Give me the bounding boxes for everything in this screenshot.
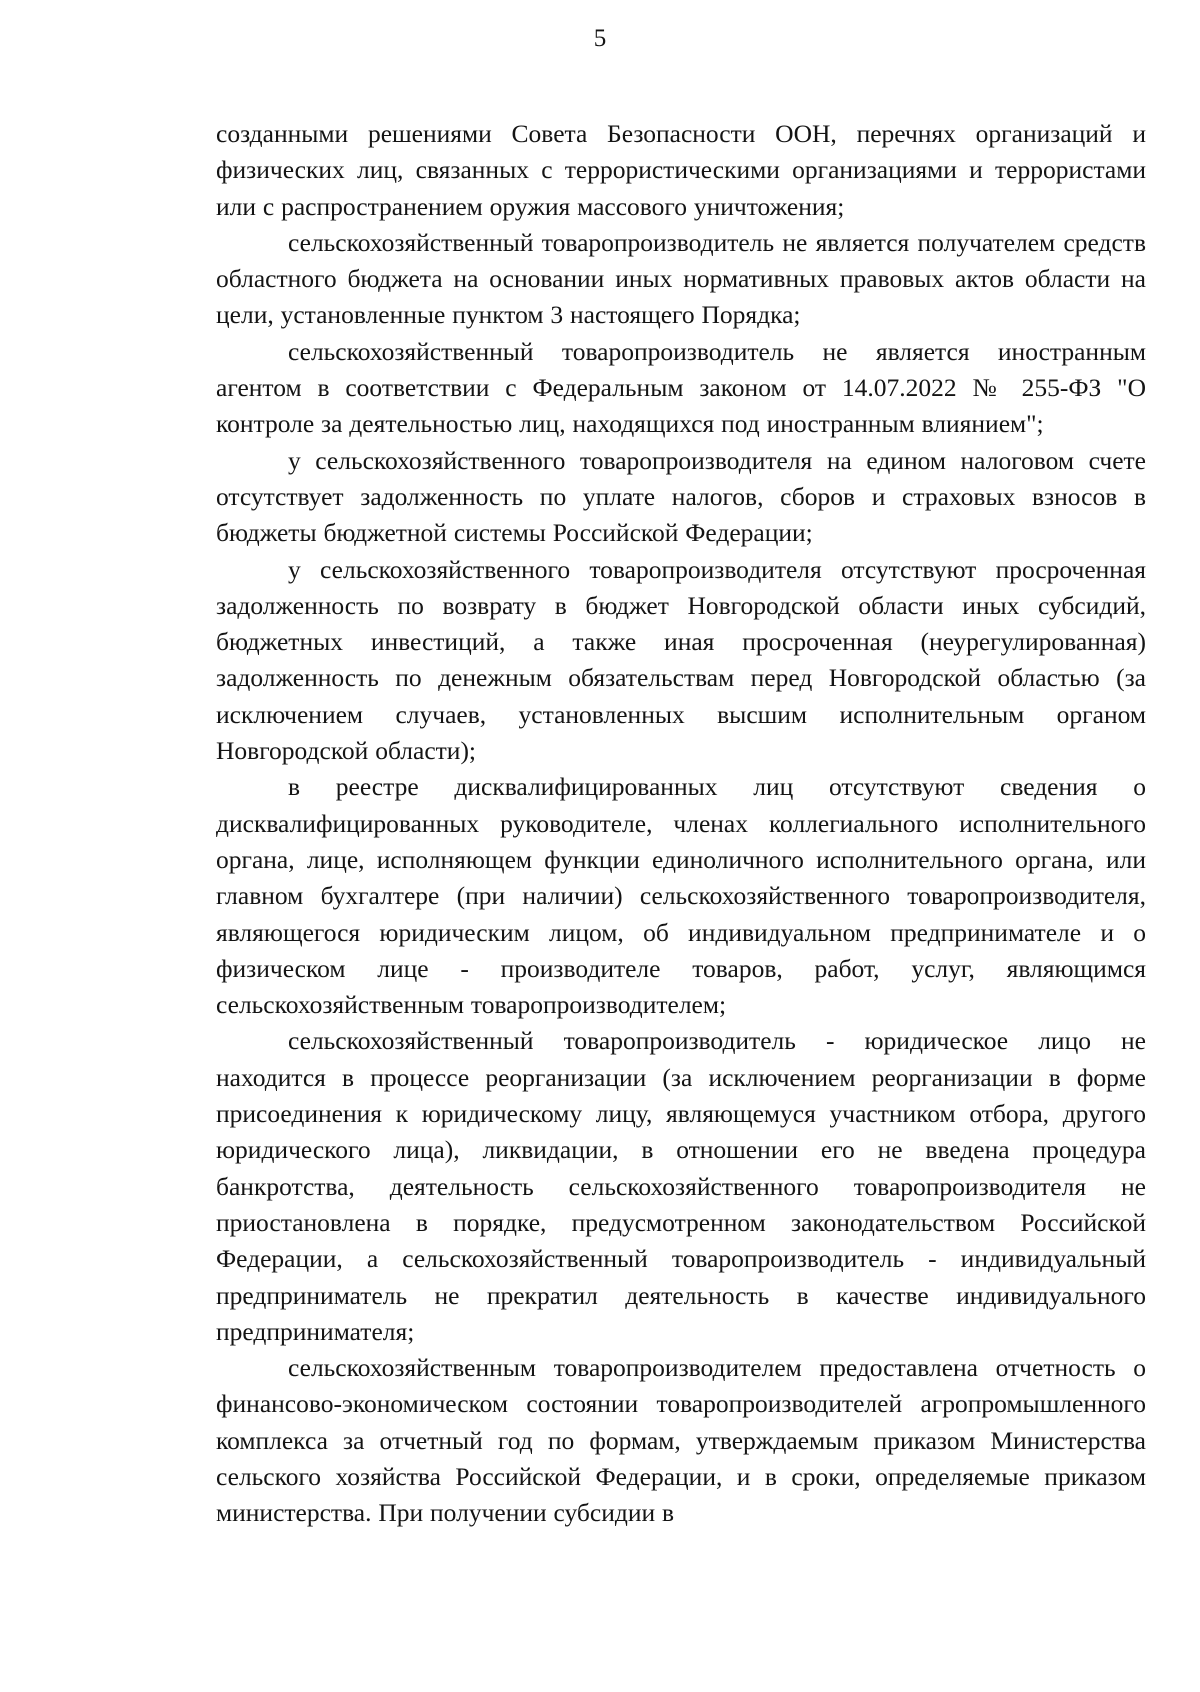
paragraph-no-reorganization: сельскохозяйственный товаропроизводитель - юридическое лицо не находится в процессе реорганизации (за исключением реорганизации в форме присоединения к юридическому лицу, являющемуся участником отбора, другого юридического лица), ликвидации, в отношении его не введена процедура банкротства, деятельность сельскохозяйственного товаропроизводителя не приостановлена в порядке, предусмотренном законодательством Российской Федерации, а сельскохозяйственный товаропроизводитель - индивидуальный предприниматель не прекратил деятельность в качестве индивидуального предпринимателя; bbox=[216, 1026, 1146, 1346]
paragraph-not-foreign-agent: сельскохозяйственный товаропроизводитель не является иностранным агентом в соответствии с Федеральным законом от 14.07.2022 № 255-ФЗ "О контроле за деятельностью лиц, находящихся под иностранным влиянием"; bbox=[216, 336, 1146, 439]
paragraph-no-overdue-debt: у сельскохозяйственного товаропроизводителя отсутствуют просроченная задолженность по возврату в бюджет Новгородской области иных субсидий, бюджетных инвестиций, а также иная просроченная (неурегулированная) задолженность по денежным обязательствам перед Новгородской областью (за исключением случаев, установленных высшим исполнительным органом Новгородской области); bbox=[216, 554, 1146, 766]
paragraph-no-tax-debt: у сельскохозяйственного товаропроизводителя на едином налоговом счете отсутствует задолженность по уплате налогов, сборов и страховых взносов в бюджеты бюджетной системы Российской Федерации; bbox=[216, 445, 1146, 548]
paragraph-disqualified-registry: в реестре дисквалифицированных лиц отсутствуют сведения о дисквалифицированных руководителе, членах коллегиального исполнительного органа, лице, исполняющем функции единоличного исполнительного органа, или главном бухгалтере (при наличии) сельскохозяйственного товаропроизводителя, являющегося юридическим лицом, об индивидуальном предпринимателе и о физическом лице - производителе товаров, работ, услуг, являющимся сельскохозяйственным товаропроизводителем; bbox=[216, 772, 1146, 1020]
paragraph-continuation: созданными решениями Совета Безопасности ООН, перечнях организаций и физических лиц, связанных с террористическими организациями и террористами или с распространением оружия массового уничтожения; bbox=[216, 119, 1146, 221]
paragraph-financial-reporting: сельскохозяйственным товаропроизводителем предоставлена отчетность о финансово-экономическом состоянии товаропроизводителей агропромышленного комплекса за отчетный год по формам, утверждаемым приказом Министерства сельского хозяйства Российской Федерации, и в сроки, определяемые приказом министерства. При получении субсидии в bbox=[216, 1353, 1146, 1528]
document-body bbox=[216, 116, 1146, 1532]
paragraph-not-budget-recipient: сельскохозяйственный товаропроизводитель не является получателем средств областного бюджета на основании иных нормативных правовых актов области на цели, установленные пунктом 3 настоящего Порядка; bbox=[216, 227, 1146, 330]
page-number: 5 bbox=[593, 25, 607, 52]
